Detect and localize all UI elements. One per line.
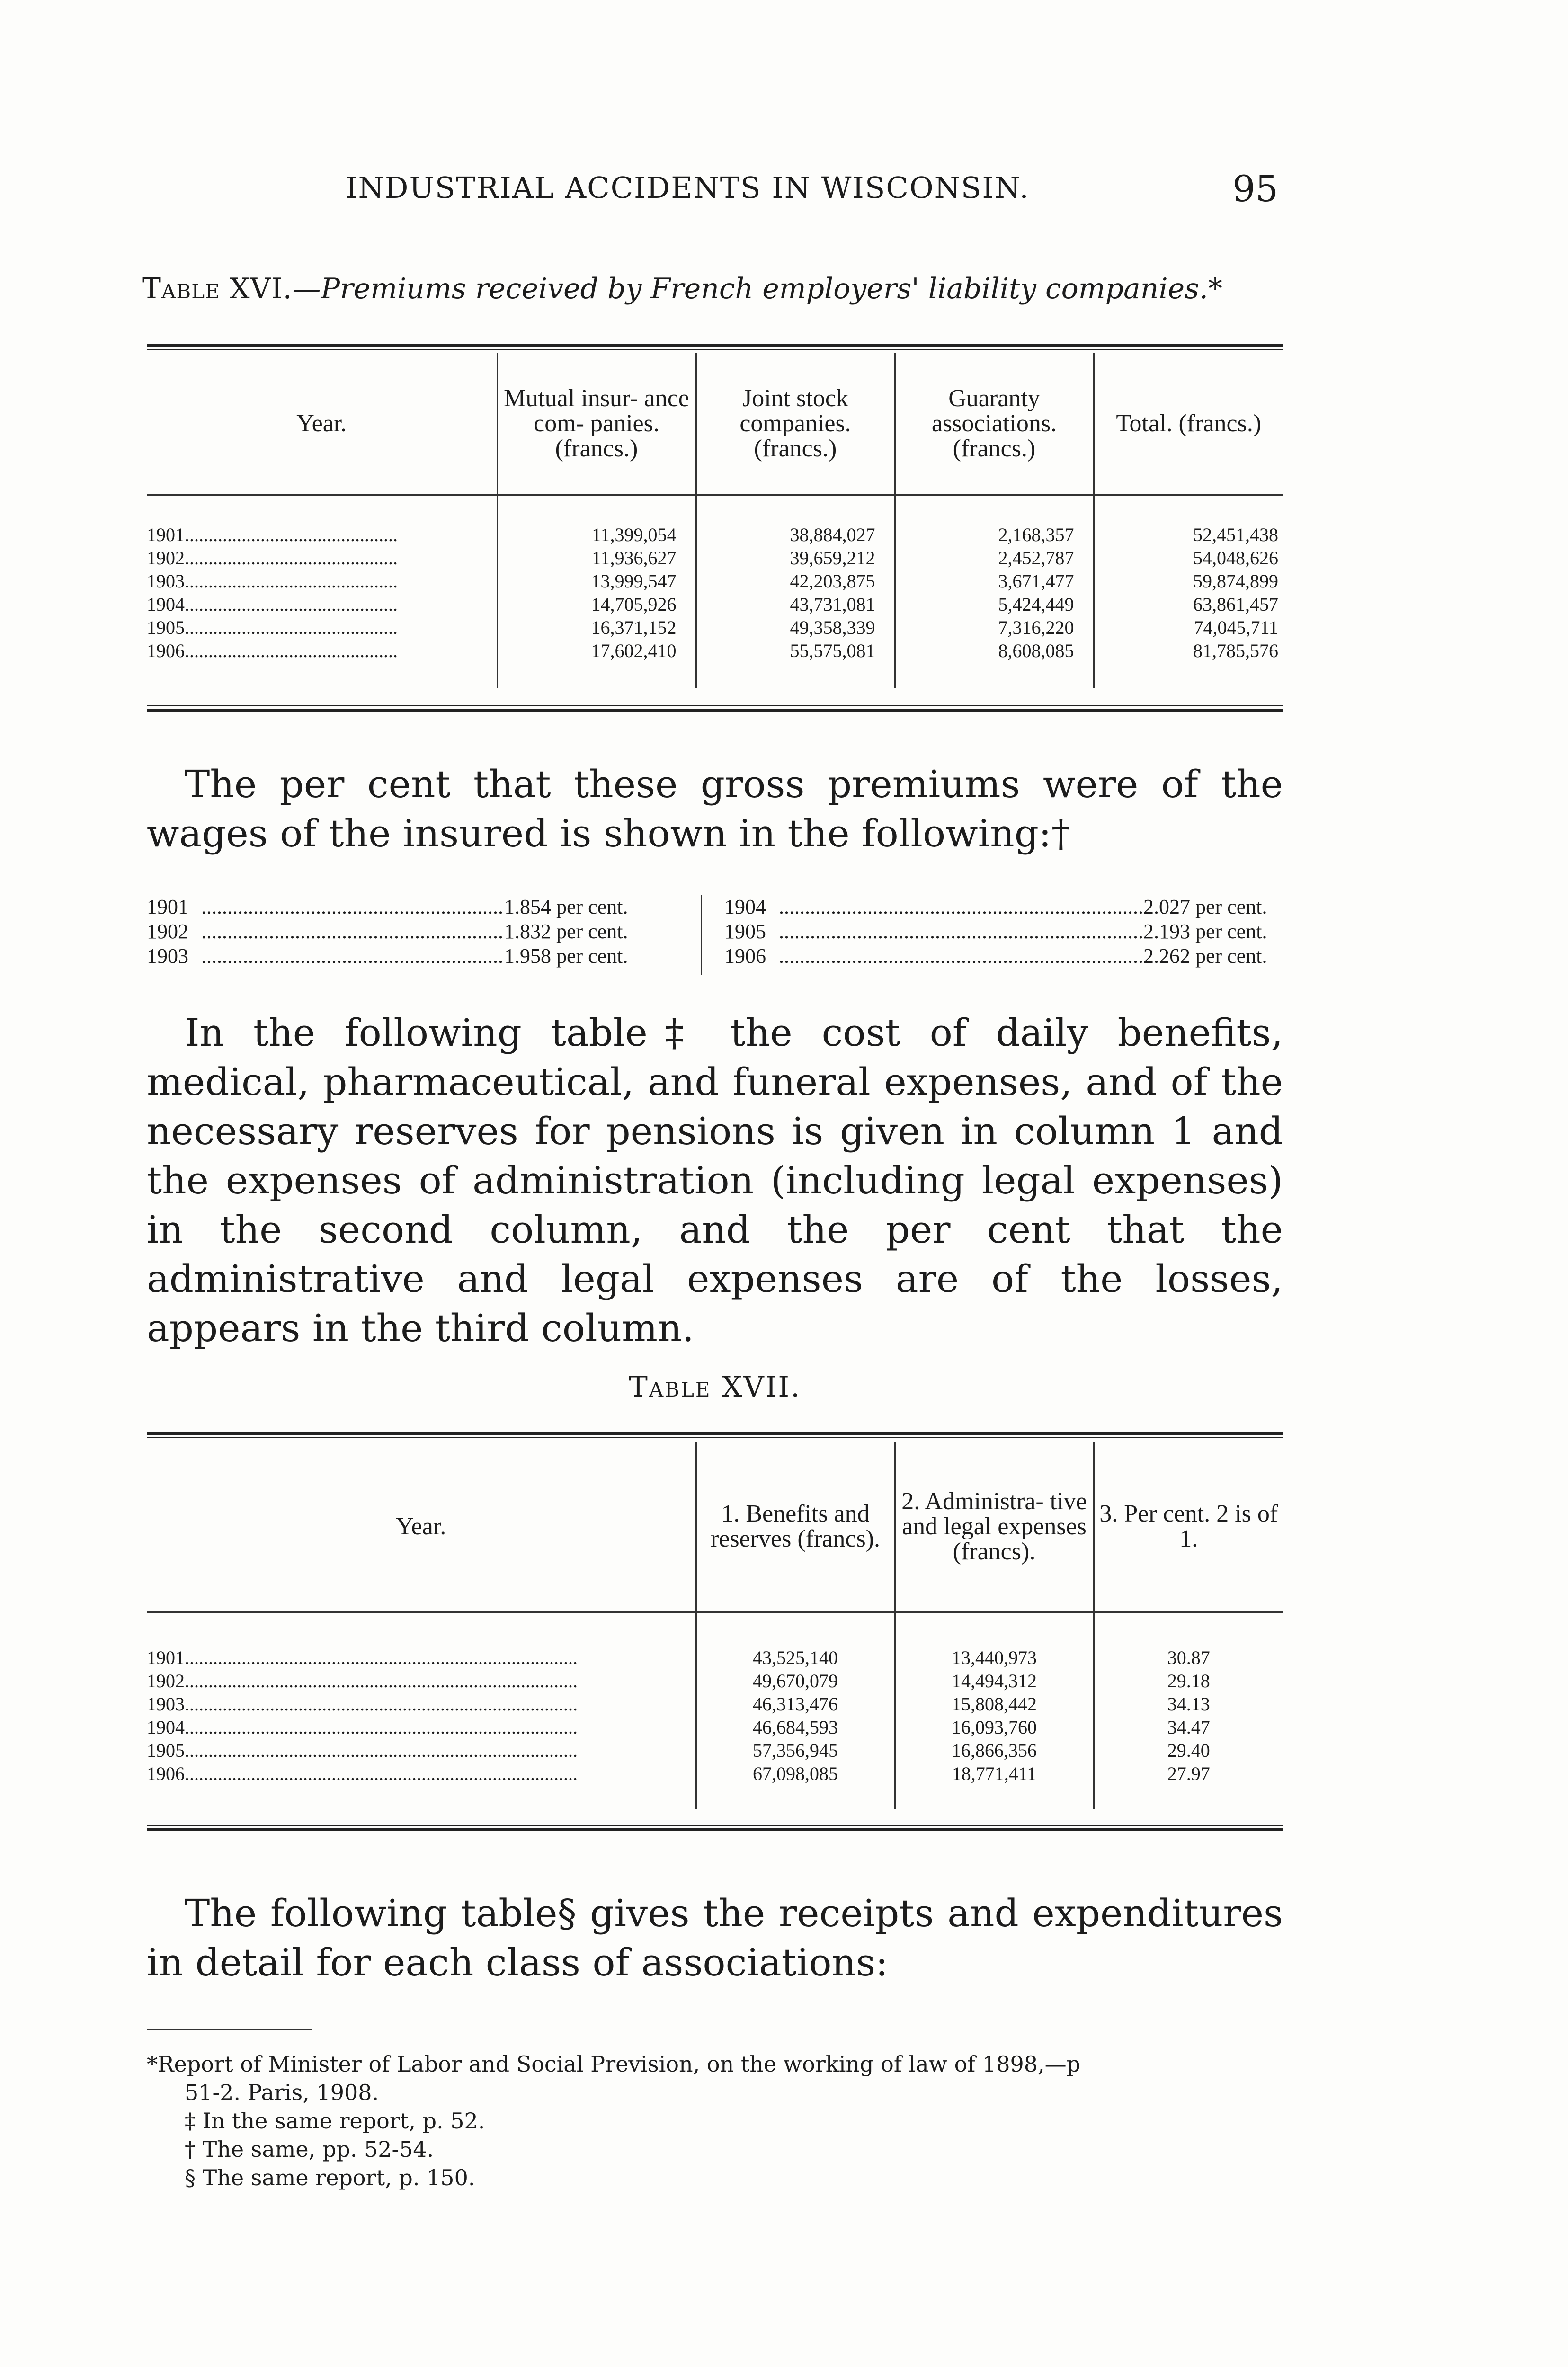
table-17-header-year: Year.: [396, 1513, 446, 1540]
guaranty-cell: 2,168,357: [895, 523, 1094, 546]
paragraph-receipts-intro: The following table§ gives the receipts and expenditures in detail for each class of associations:: [147, 1891, 1283, 1984]
admin-cell: 16,093,760: [895, 1716, 1094, 1739]
total-cell: 81,785,576: [1094, 639, 1283, 688]
footnote-double-dagger: ‡ In the same report, p. 52.: [185, 2108, 485, 2134]
table-row: 1904............................................. 14,705,926 43,731,081 5,424,449 63,861,457: [147, 593, 1283, 616]
joint-stock-cell: 55,575,081: [696, 639, 895, 688]
guaranty-cell: 5,424,449: [895, 593, 1094, 616]
footnote-section: § The same report, p. 150.: [185, 2165, 475, 2190]
percent-list-right: [724, 895, 1283, 969]
benefits-cell: 46,684,593: [696, 1716, 895, 1739]
joint-stock-cell: 49,358,339: [696, 616, 895, 639]
footnote-dagger: † The same, pp. 52-54.: [185, 2136, 434, 2162]
table-17-header-percent: 3. Per cent. 2 is of 1.: [1094, 1442, 1283, 1612]
percent-cell: 29.18: [1094, 1669, 1283, 1692]
joint-stock-cell: 39,659,212: [696, 546, 895, 570]
paragraph-premium-percent: The per cent that these gross premiums were of the wages of the insured is shown in the following:†: [147, 762, 1283, 855]
percent-year: 1906: [724, 944, 766, 968]
table-16-title: —Premiums received by French employers' liability companies.*: [292, 272, 1223, 305]
percent-value: 2.262 per cent.: [1143, 944, 1267, 968]
year-cell: 1905: [147, 616, 185, 638]
table-16-bottom-rule: [147, 709, 1283, 712]
table-row: 1901................................................................................... 43,525,140 13,440,973 30.87: [147, 1646, 1283, 1669]
table-17-top-rule: [147, 1432, 1283, 1435]
admin-cell: 15,808,442: [895, 1692, 1094, 1716]
year-cell: 1901: [147, 1646, 185, 1668]
guaranty-cell: 2,452,787: [895, 546, 1094, 570]
table-16-caption: [142, 272, 1278, 305]
percent-list-left: [147, 895, 705, 969]
table-row: 1906................................................................................... 67,098,085 18,771,411 27.97: [147, 1762, 1283, 1809]
table-16-header-mutual: Mutual insur- ance com- panies. (francs.): [497, 353, 696, 495]
table-16-header-joint-stock: Joint stock companies. (francs.): [696, 353, 895, 495]
mutual-cell: 14,705,926: [497, 593, 696, 616]
table-row: 1902............................................. 11,936,627 39,659,212 2,452,787 54,048,626: [147, 546, 1283, 570]
table-17-title: Table XVII.: [628, 1370, 802, 1404]
joint-stock-cell: 43,731,081: [696, 593, 895, 616]
percent-value: 1.958 per cent.: [504, 944, 628, 968]
year-cell: 1901: [147, 524, 185, 545]
total-cell: 63,861,457: [1094, 593, 1283, 616]
percent-year: 1905: [724, 920, 766, 943]
guaranty-cell: 7,316,220: [895, 616, 1094, 639]
percent-value: 1.832 per cent.: [504, 920, 628, 943]
benefits-cell: 67,098,085: [696, 1762, 895, 1809]
guaranty-cell: 3,671,477: [895, 570, 1094, 593]
benefits-cell: 49,670,079: [696, 1669, 895, 1692]
admin-cell: 18,771,411: [895, 1762, 1094, 1809]
mutual-cell: 13,999,547: [497, 570, 696, 593]
list-item: 1906 ......................................................................2.262 per cent.: [724, 944, 1267, 968]
table-16-top-rule-thin: [147, 349, 1283, 350]
table-row: 1903............................................. 13,999,547 42,203,875 3,671,477 59,874,899: [147, 570, 1283, 593]
percent-year: 1904: [724, 895, 766, 918]
year-cell: 1904: [147, 1716, 185, 1738]
mutual-cell: 17,602,410: [497, 639, 696, 688]
year-cell: 1906: [147, 1762, 185, 1784]
total-cell: 59,874,899: [1094, 570, 1283, 593]
page-number: 95: [1232, 168, 1278, 210]
percent-cell: 34.13: [1094, 1692, 1283, 1716]
benefits-cell: 43,525,140: [696, 1646, 895, 1669]
table-row: 1903................................................................................... 46,313,476 15,808,442 34.13: [147, 1692, 1283, 1716]
list-item: 1904 ......................................................................2.027 per cent.: [724, 895, 1267, 918]
mutual-cell: 11,936,627: [497, 546, 696, 570]
total-cell: 54,048,626: [1094, 546, 1283, 570]
table-17-top-rule-thin: [147, 1437, 1283, 1438]
table-16-bottom-rule-thin: [147, 705, 1283, 706]
year-cell: 1905: [147, 1739, 185, 1761]
admin-cell: 14,494,312: [895, 1669, 1094, 1692]
table-17-header-admin: 2. Administra- tive and legal expenses (francs).: [895, 1442, 1094, 1612]
percent-year: 1901: [147, 895, 188, 918]
table-16: [147, 353, 1283, 688]
table-17-bottom-rule-thin: [147, 1825, 1283, 1826]
table-row: 1905............................................. 16,371,152 49,358,339 7,316,220 74,045,711: [147, 616, 1283, 639]
percent-cell: 29.40: [1094, 1739, 1283, 1762]
table-16-label: Table XVI.: [142, 272, 293, 305]
table-row: 1902................................................................................... 49,670,079 14,494,312 29.18: [147, 1669, 1283, 1692]
mutual-cell: 16,371,152: [497, 616, 696, 639]
table-16-header-guaranty: Guaranty associations. (francs.): [895, 353, 1094, 495]
table-row: 1905................................................................................... 57,356,945 16,866,356 29.40: [147, 1739, 1283, 1762]
year-cell: 1902: [147, 1670, 185, 1691]
footnotes: [147, 2050, 1283, 2192]
table-17-bottom-rule: [147, 1828, 1283, 1831]
footnote-rule: [147, 2029, 312, 2030]
table-16-top-rule: [147, 344, 1283, 347]
paragraph-table-17-intro: In the following table‡ the cost of daily benefits, medical, pharmaceutical, and funeral expenses, and of the necessary reserves for pensions is given in column 1 and the expenses of administration (including legal expenses) in the second column, and the per cent that the administrative and legal expenses are of the losses, appears in the third column.: [147, 1011, 1283, 1350]
list-item: 1905 ......................................................................2.193 per cent.: [724, 920, 1267, 943]
admin-cell: 13,440,973: [895, 1646, 1094, 1669]
list-item: 1902 ..........................................................1.832 per cent.: [147, 920, 628, 943]
list-item: 1903 ..........................................................1.958 per cent.: [147, 944, 628, 968]
year-cell: 1904: [147, 593, 185, 615]
joint-stock-cell: 38,884,027: [696, 523, 895, 546]
percent-year: 1902: [147, 920, 188, 943]
mutual-cell: 11,399,054: [497, 523, 696, 546]
joint-stock-cell: 42,203,875: [696, 570, 895, 593]
total-cell: 74,045,711: [1094, 616, 1283, 639]
percent-list-divider: [701, 895, 702, 975]
percent-value: 2.193 per cent.: [1143, 920, 1267, 943]
year-cell: 1903: [147, 570, 185, 592]
percent-cell: 30.87: [1094, 1646, 1283, 1669]
running-title: INDUSTRIAL ACCIDENTS IN WISCONSIN.: [346, 170, 1030, 205]
percent-value: 1.854 per cent.: [504, 895, 628, 918]
percent-value: 2.027 per cent.: [1143, 895, 1267, 918]
benefits-cell: 46,313,476: [696, 1692, 895, 1716]
percent-cell: 34.47: [1094, 1716, 1283, 1739]
footnote-star-continued: 51-2. Paris, 1908.: [185, 2080, 379, 2105]
percent-cell: 27.97: [1094, 1762, 1283, 1809]
table-16-header-total: Total. (francs.): [1094, 353, 1283, 495]
benefits-cell: 57,356,945: [696, 1739, 895, 1762]
table-17: [147, 1442, 1283, 1809]
table-17-header-benefits: 1. Benefits and reserves (francs).: [696, 1442, 895, 1612]
table-16-header-year: Year.: [296, 409, 347, 437]
table-row: 1904................................................................................... 46,684,593 16,093,760 34.47: [147, 1716, 1283, 1739]
list-item: 1901 ..........................................................1.854 per cent.: [147, 895, 628, 918]
year-cell: 1906: [147, 640, 185, 661]
year-cell: 1902: [147, 547, 185, 569]
year-cell: 1903: [147, 1693, 185, 1715]
page-header: [142, 170, 1278, 213]
total-cell: 52,451,438: [1094, 523, 1283, 546]
percent-year: 1903: [147, 944, 188, 968]
guaranty-cell: 8,608,085: [895, 639, 1094, 688]
footnote-star: *Report of Minister of Labor and Social Prevision, on the working of law of 1898,—p: [147, 2051, 1081, 2077]
table-row: 1906............................................. 17,602,410 55,575,081 8,608,085 81,785,576: [147, 639, 1283, 688]
table-row: 1901............................................. 11,399,054 38,884,027 2,168,357 52,451,438: [147, 523, 1283, 546]
admin-cell: 16,866,356: [895, 1739, 1094, 1762]
